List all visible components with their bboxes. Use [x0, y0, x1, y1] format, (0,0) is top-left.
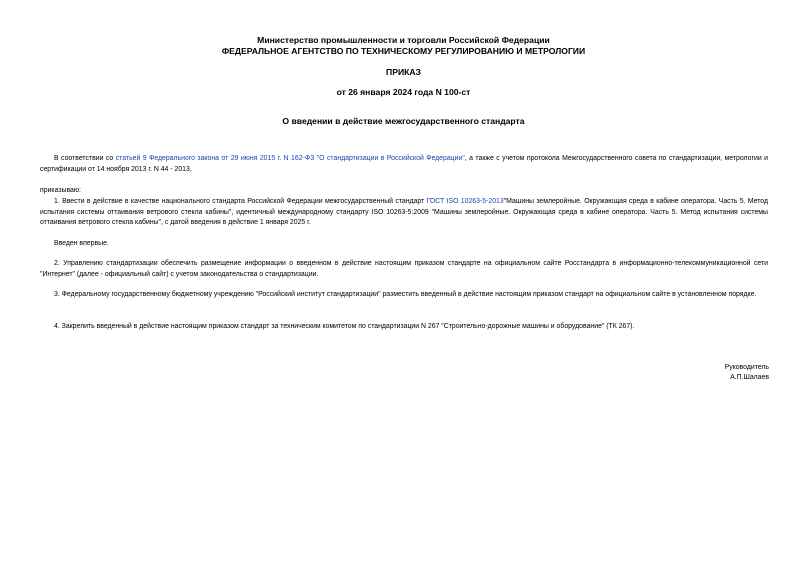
item-2-paragraph: 2. Управлению стандартизации обеспечить размещение информации о введенном в действие настоящим приказом стандарте на официальном сайте Росстандарта в информационно-телекоммуникационной сети "Интернет" (далее - официальный сайт) с учетом законодательства о стандартизации. [40, 260, 768, 278]
gost-standard-link[interactable]: ГОСТ ISO 10263-5-2013 [426, 198, 504, 205]
order-word: приказываю: [40, 187, 81, 194]
item-3-paragraph: 3. Федеральному государственному бюджетному учреждению "Российский институт стандартизации" разместить введенный в действие настоящим приказом стандарт на официальном сайте в установленном порядке. [54, 291, 757, 298]
item-1-paragraph [40, 197, 768, 229]
preamble-text-start: В соответствии со [54, 155, 116, 162]
preamble-text-end: , а также с учетом протокола Межгосударственного совета по стандартизации, метрологии и сертификации от 14 ноября 2013 г. N 44 - 2013, [40, 155, 768, 173]
item-1-text-end: "Машины землеройные. Окружающая среда в кабине оператора. Часть 5. Метод испытания системы оттаивания ветрового стекла кабины", идентичный международному стандарту ISO 10263-5:2009 "Машины землеройные. Окружающая среда в кабине оператора. Часть 5. Метод испытания системы оттаивания ветрового стекла кабины", с датой введения в действие 1 января 2025 г. [40, 198, 769, 227]
document-title: О введении в действие межгосударственного стандарта [282, 116, 525, 126]
preamble-paragraph [40, 154, 768, 175]
item-1-text-start: 1. Ввести в действие в качестве национального стандарта Российской Федерации межгосударственный стандарт [54, 198, 427, 205]
item-4-paragraph: 4. Закрепить введенный в действие настоящим приказом стандарт за техническим комитетом по стандартизации N 267 "Строительно-дорожные машины и оборудование" (ТК 267). [54, 323, 635, 330]
ministry-name: Министерство промышленности и торговли Российской Федерации [257, 35, 550, 45]
federal-law-link[interactable]: статьей 9 Федерального закона от 29 июня 2015 г. N 162-ФЗ "О стандартизации в Российской Федерации" [115, 155, 465, 162]
order-label: ПРИКАЗ [386, 67, 421, 77]
agency-name: ФЕДЕРАЛЬНОЕ АГЕНТСТВО ПО ТЕХНИЧЕСКОМУ РЕГУЛИРОВАНИЮ И МЕТРОЛОГИИ [221, 46, 586, 56]
order-date: от 26 января 2024 года N 100-ст [336, 87, 471, 97]
first-time-note: Введен впервые. [54, 240, 109, 247]
signature-name: А.П.Шалаев [730, 374, 769, 381]
signature-position: Руководитель [724, 364, 769, 371]
